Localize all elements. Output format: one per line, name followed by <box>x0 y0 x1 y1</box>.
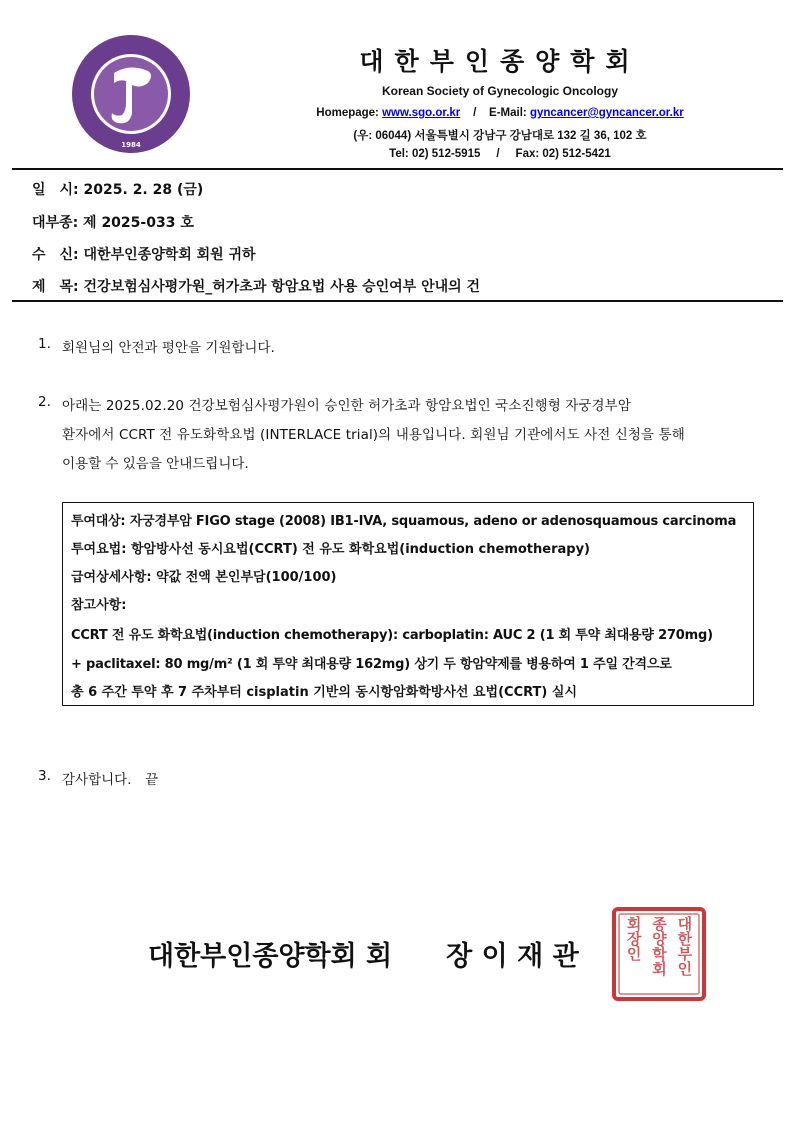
box-coverage: 급여상세사항: 약값 전액 본인부담(100/100) <box>71 570 337 585</box>
box-notes-line-2: + paclitaxel: 80 mg/m² (1 회 투약 최대용량 162mg) 상기 두 항암약제를 병용하여 1 주일 간격으로 <box>71 657 672 672</box>
contact-web <box>240 107 760 119</box>
subject-label: 제 목: <box>32 279 79 295</box>
box-notes-line-1: CCRT 전 유도 화학요법(induction chemotherapy): carboplatin: AUC 2 (1 회 투약 최대용량 270mg) <box>71 628 713 643</box>
para-2-line-1: 아래는 2025.02.20 건강보험심사평가원이 승인한 허가초과 항암요법인 국소진행형 자궁경부암 <box>62 398 631 414</box>
subject: 건강보험심사평가원_허가초과 항암요법 사용 승인여부 안내의 건 <box>83 279 481 295</box>
separator: / <box>496 148 500 160</box>
date-value: 2025. 2. 28 (금) <box>83 182 204 198</box>
seal-text-col-3: 회장인 <box>624 916 643 961</box>
email-label: E-Mail: <box>489 107 527 119</box>
society-logo <box>70 33 192 155</box>
logo-year: 1984 <box>121 141 141 149</box>
seal-text-col-2: 종양학회 <box>649 916 668 976</box>
official-seal <box>611 906 707 1002</box>
address: (우: 06044) 서울특별시 강남구 강남대로 132 길 36, 102 호 <box>353 130 647 142</box>
para-3-number: 3. <box>38 768 51 784</box>
para-1-number: 1. <box>38 336 51 352</box>
org-name-kr: 대한부인종양학회 <box>359 47 641 76</box>
recipient-label: 수 신: <box>32 247 79 263</box>
separator: / <box>473 107 477 119</box>
doc-label: 대부종: <box>32 215 79 231</box>
recipient: 대한부인종양학회 회원 귀하 <box>83 247 256 263</box>
box-regimen: 투여요법: 항암방사선 동시요법(CCRT) 전 유도 화학요법(induction chemotherapy) <box>71 542 590 557</box>
para-2-number: 2. <box>38 394 51 410</box>
para-2-line-3: 이용할 수 있음을 안내드립니다. <box>62 456 249 472</box>
box-notes-line-3: 총 6 주간 투약 후 7 주차부터 cisplatin 기반의 동시항암화학방사선 요법(CCRT) 실시 <box>71 685 578 700</box>
para-3: 감사합니다. 끝 <box>62 772 159 788</box>
seal-text-col-1: 대한부인 <box>675 916 694 976</box>
para-2-line-2: 환자에서 CCRT 전 유도화학요법 (INTERLACE trial)의 내용입니다. 회원님 기관에서도 사전 신청을 통해 <box>62 427 685 443</box>
recipient-row <box>32 244 256 264</box>
doc-number: 제 2025-033 호 <box>83 215 194 231</box>
subject-row <box>32 276 480 296</box>
meta-divider <box>12 300 783 302</box>
box-target: 투여대상: 자궁경부암 FIGO stage (2008) IB1-IVA, squamous, adeno or adenosquamous carcinoma <box>71 514 737 529</box>
box-notes-label: 참고사항: <box>71 598 127 613</box>
tel: Tel: 02) 512-5915 <box>389 148 481 160</box>
header-divider <box>12 168 783 170</box>
homepage-link[interactable]: www.sgo.or.kr <box>382 107 461 119</box>
doc-number-row <box>32 212 194 232</box>
signature-line: 대한부인종양학회 회 장 이 재 관 <box>148 941 579 972</box>
date-row <box>32 179 203 199</box>
org-name-en: Korean Society of Gynecologic Oncology <box>381 84 619 98</box>
email-link[interactable]: gyncancer@gyncancer.or.kr <box>529 107 684 119</box>
date-label: 일 시: <box>32 182 79 198</box>
para-1: 회원님의 안전과 평안을 기원합니다. <box>62 340 275 356</box>
treatment-info-box <box>62 502 754 706</box>
tel-fax <box>240 148 760 160</box>
fax: Fax: 02) 512-5421 <box>515 148 611 160</box>
homepage-label: Homepage: <box>316 107 379 119</box>
